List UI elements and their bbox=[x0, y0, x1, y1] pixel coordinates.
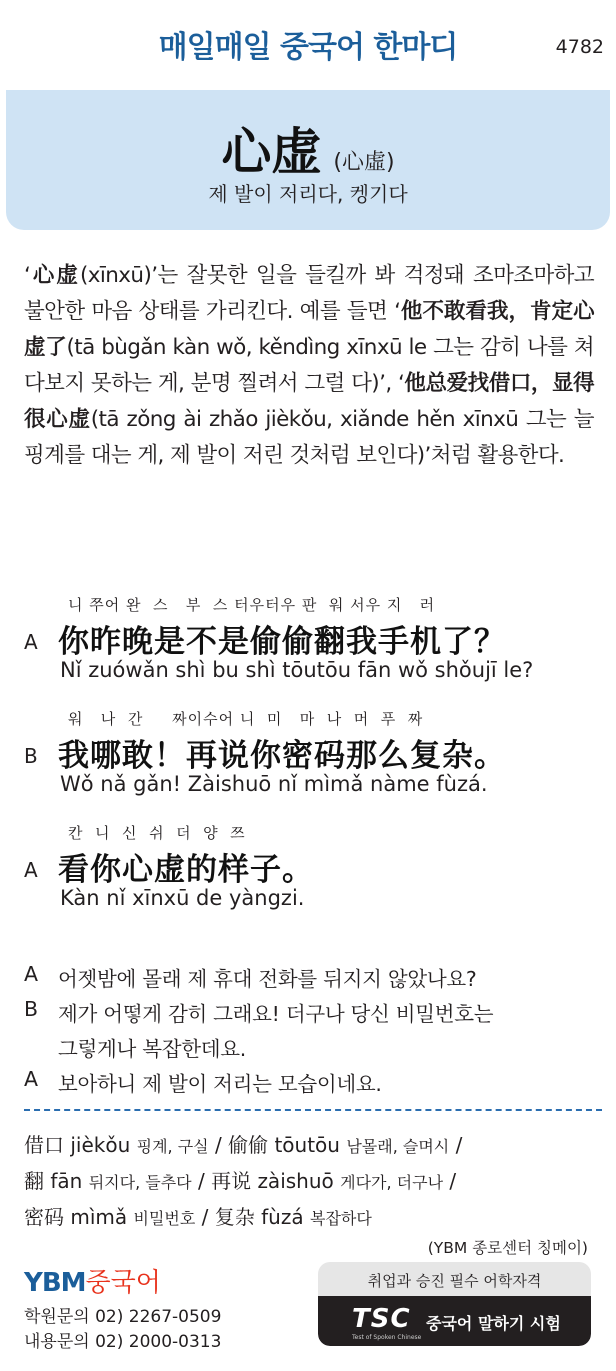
tsc-banner[interactable] bbox=[318, 1262, 591, 1346]
korean-pronunciation: 니 쭈어 완 스 부 스 터우터우 판 워 서우 지 러 bbox=[68, 596, 436, 614]
vocab-word: 再说 bbox=[211, 1169, 252, 1193]
vocab-meaning: 핑계, 구실 bbox=[136, 1137, 209, 1156]
korean-pronunciation: 칸 니 신 쉬 더 양 쯔 bbox=[68, 824, 246, 842]
translation-text: 어젯밤에 몰래 제 휴대 전화를 뒤지지 않았나요? bbox=[58, 967, 477, 991]
explain-seg: (xīnxū)’는 잘못한 일을 들킬까 봐 걱정돼 조마조마하고 불안한 마음 상태를 가리킨다. 예를 들면 ‘ bbox=[24, 263, 594, 324]
issue-number: 4782 bbox=[555, 36, 604, 58]
explain-seg-bold: 心虚 bbox=[46, 407, 91, 432]
vocab-word: 翻 bbox=[24, 1169, 44, 1193]
content-contact: 내용문의 02) 2000-0313 bbox=[24, 1332, 222, 1352]
vocab-row: 密码 mìmǎ 비밀번호 / 复杂 fùzá 복잡하다 bbox=[24, 1205, 372, 1229]
vocab-pinyin: tōutōu bbox=[274, 1133, 340, 1157]
dashed-divider bbox=[24, 1109, 602, 1111]
tsc-logo-subtitle: Test of Spoken Chinese bbox=[352, 1334, 422, 1341]
speaker-label: B bbox=[24, 744, 38, 768]
vocab-word: 密码 bbox=[24, 1205, 64, 1229]
tsc-tagline: 취업과 승진 필수 어학자격 bbox=[367, 1272, 542, 1290]
headword-meaning: 제 발이 저리다, 켕기다 bbox=[208, 182, 408, 206]
ybm-logo[interactable] bbox=[24, 1262, 161, 1299]
vocab-pinyin: mìmǎ bbox=[70, 1205, 128, 1229]
ybm-logo-chinese: 중국어 bbox=[85, 1268, 161, 1298]
speaker-label: A bbox=[24, 630, 38, 654]
speaker-label: A bbox=[24, 1067, 39, 1091]
vocab-meaning: 복잡하다 bbox=[309, 1209, 372, 1228]
tsc-bar bbox=[318, 1296, 591, 1346]
speaker-label: A bbox=[24, 962, 39, 986]
headword: 心虚 bbox=[221, 122, 322, 181]
vocab-word: 复杂 bbox=[214, 1205, 255, 1229]
explain-seg-bold: 心虚 bbox=[24, 299, 594, 360]
headword-traditional: (心虛) bbox=[333, 150, 395, 175]
title-box bbox=[6, 90, 610, 230]
explain-seg: ‘ bbox=[24, 263, 31, 288]
explain-seg-bold: 心虚 bbox=[30, 263, 80, 288]
chinese-sentence: 我哪敢！再说你密码那么复杂。 bbox=[58, 738, 506, 774]
vocab-row: 翻 fān 뒤지다, 들추다 / 再说 zàishuō 게다가, 더구나 / bbox=[24, 1169, 457, 1193]
author-credit: (YBM 종로센터 칭메이) bbox=[427, 1239, 588, 1257]
translation-text: 보아하니 제 발이 저리는 모습이네요. bbox=[58, 1072, 382, 1096]
vocab-pinyin: fùzá bbox=[261, 1205, 304, 1229]
tsc-logo: TSC bbox=[352, 1304, 411, 1334]
translation-text: 그렇게나 복잡한데요. bbox=[58, 1037, 246, 1061]
pinyin-sentence: Wǒ nǎ gǎn! Zàishuō nǐ mìmǎ nàme fùzá. bbox=[60, 772, 488, 796]
pinyin-sentence: Kàn nǐ xīnxū de yàngzi. bbox=[60, 886, 305, 910]
explain-seg: (tā zǒng ài zhǎo jièkǒu, xiǎnde hěn xīnxū 그는 늘 핑계를 대는 게, 제 발이 저린 것처럼 보인다)’처럼 활용한다. bbox=[24, 407, 594, 468]
vocab-word: 借口 bbox=[24, 1133, 64, 1157]
vocab-meaning: 뒤지다, 들추다 bbox=[88, 1173, 192, 1192]
translation-text: 제가 어떻게 감히 그래요! 더구나 당신 비밀번호는 bbox=[58, 1002, 494, 1026]
vocab-meaning: 비밀번호 bbox=[133, 1209, 196, 1228]
vocab-pinyin: jièkǒu bbox=[70, 1133, 131, 1157]
headword-row bbox=[6, 112, 610, 184]
explain-seg-bold: 他总爱找借口，显得很 bbox=[24, 371, 594, 432]
korean-pronunciation: 워 나 간 짜이수어 니 미 마 나 머 푸 짜 bbox=[68, 710, 424, 728]
ybm-logo-text: YBM bbox=[24, 1268, 86, 1298]
explanation-paragraph bbox=[24, 258, 594, 474]
tsc-title: 중국어 말하기 시험 bbox=[426, 1314, 561, 1333]
vocab-meaning: 남몰래, 슬며시 bbox=[346, 1137, 450, 1156]
speaker-label: A bbox=[24, 858, 38, 882]
chinese-sentence: 你昨晚是不是偷偷翻我手机了？ bbox=[58, 624, 506, 660]
explain-seg-bold: 了 bbox=[45, 335, 67, 360]
vocab-word: 偷偷 bbox=[228, 1133, 269, 1157]
vocab-meaning: 게다가, 더구나 bbox=[340, 1173, 444, 1192]
explain-seg: (tā bùgǎn kàn wǒ, kěndìng xīnxū le 그는 감히 나를 쳐다보지 못하는 게, 분명 찔려서 그럴 다)’, ‘ bbox=[24, 335, 594, 396]
header-title: 매일매일 중국어 한마디 bbox=[158, 30, 458, 65]
speaker-label: B bbox=[24, 997, 39, 1021]
vocab-pinyin: zàishuō bbox=[257, 1169, 334, 1193]
vocab-row: 借口 jièkǒu 핑계, 구실 / 偷偷 tōutōu 남몰래, 슬며시 / bbox=[24, 1133, 463, 1157]
vocab-pinyin: fān bbox=[50, 1169, 83, 1193]
academy-contact: 학원문의 02) 2267-0509 bbox=[24, 1307, 222, 1327]
pinyin-sentence: Nǐ zuówǎn shì bu shì tōutōu fān wǒ shǒujī le? bbox=[60, 658, 534, 682]
chinese-sentence: 看你心虚的样子。 bbox=[58, 852, 314, 888]
vocabulary-list bbox=[24, 1128, 604, 1236]
explain-seg-bold: 他不敢看我，肯定 bbox=[400, 299, 574, 324]
